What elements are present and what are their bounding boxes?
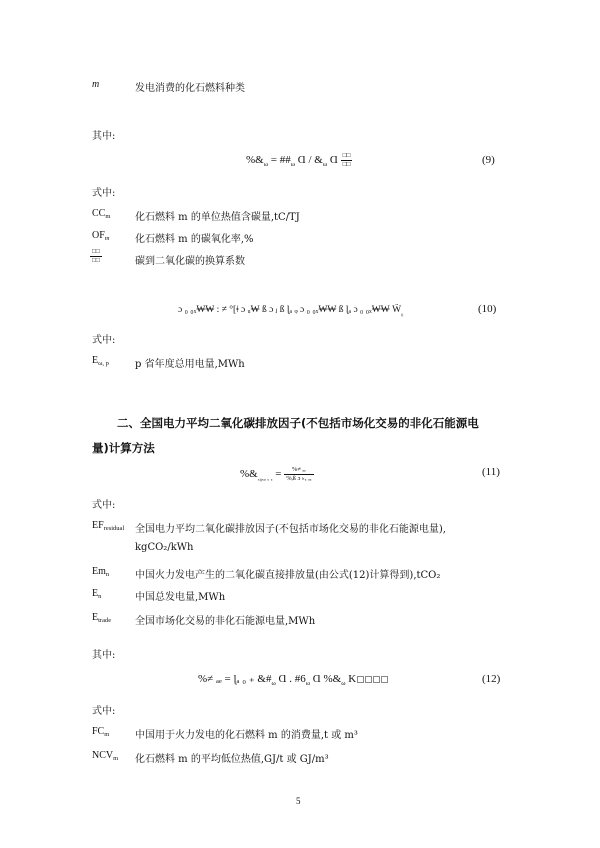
formula-12: %≠ ₐₑ = ɭₐ ₀ ₊ $\&\#_\omega$ Ɑ . $\#6_\omega$ Ɑ $\%\&_\omega$ K [198, 672, 388, 687]
equation-number-11: (11) [482, 466, 500, 478]
label-qizhong: 其中: [92, 131, 116, 142]
equation-number-9: (9) [482, 154, 495, 166]
symbol-e-n: $E_n$ [92, 588, 102, 600]
symbol-ef-residual-description: 全国电力平均二氧化碳排放因子(不包括市场化交易的非化石能源电量), [135, 524, 446, 535]
symbol-e-omega-p: $E_{\omega, p}$ [92, 355, 109, 367]
label-shizhong: 式中: [92, 335, 116, 346]
symbol-ef-residual-unit: kgCO₂/kWh [135, 542, 194, 553]
symbol-e-n-description: 中国总发电量,MWh [135, 592, 226, 603]
label-qizhong: 其中: [92, 650, 116, 661]
page-number: 5 [296, 796, 301, 806]
symbol-e-omega-p-description: p 省年度总用电量,MWh [135, 359, 245, 370]
symbol-cc-description: 化石燃料 m 的单位热值含碳量,tC/TJ [135, 212, 300, 223]
symbol-of-description: 化石燃料 m 的碳氧化率,% [135, 234, 254, 245]
symbol-em-n: $Em_n$ [92, 566, 110, 578]
section-heading: 二、全国电力平均二氧化碳排放因子(不包括市场化交易的非化石能源电 [117, 416, 479, 430]
equation-number-12: (12) [482, 673, 501, 685]
symbol-fc-description: 中国用于火力发电的化石燃料 m 的消费量,t 或 m³ [135, 730, 358, 741]
symbol-m: m [92, 79, 100, 90]
symbol-em-n-description: 中国火力发电产生的二氧化碳直接排放量(由公式(12)计算得到),tCO₂ [135, 570, 441, 581]
conversion-factor-description: 碳到二氧化碳的换算系数 [135, 256, 245, 267]
section-heading-continued: 量)计算方法 [92, 441, 155, 455]
label-shizhong: 式中: [92, 706, 116, 717]
symbol-of: $OF_m$ [92, 230, 110, 242]
symbol-e-trade-description: 全国市场化交易的非化石能源电量,MWh [135, 616, 316, 627]
formula-11: $\%\&_{_{x0x}ᵤ _e _e}$ = $\frac{\text{\%≠ ₐₑ}}{\text{\%ᵢß ɔ ₖₑ ₐₑ}}$ [240, 466, 312, 483]
symbol-fc: $FC_m$ [92, 726, 110, 738]
label-shizhong: 式中: [92, 500, 116, 511]
symbol-e-trade: $E_{trade}$ [92, 612, 112, 624]
conversion-factor-fraction: $\frac{□□}{□□}$ [92, 248, 100, 264]
symbol-ncv-description: 化石燃料 m 的平均低位热值,GJ/t 或 GJ/m³ [135, 754, 329, 765]
label-shizhong: 式中: [92, 188, 116, 199]
equation-number-10: (10) [478, 303, 497, 315]
symbol-ncv: $NCV_m$ [92, 750, 119, 762]
formula-9: $\%\&_\omega$ = $\#\#_\omega$ Ɑ / $\&_\omega$ Ɑ $\frac{□□}{□□}$ [246, 152, 351, 169]
symbol-m-description: 发电消费的化石燃料种类 [135, 83, 245, 94]
formula-10: ɔ ₀ ₀ₓ₩₩ : ≠ °[ǂ ɔ ᵤ₩ ß ɔ ⱼ ß ɭₐ ᵩ ɔ ₀ ₀ₓ₩₩ ß ɭₐ ɔ ₀ ₀ₓ₩₩ Ẅ$_{_0}$ [178, 305, 404, 317]
symbol-ef-residual: $EF_{residual}$ [92, 520, 125, 532]
symbol-cc: $CC_m$ [92, 208, 111, 220]
